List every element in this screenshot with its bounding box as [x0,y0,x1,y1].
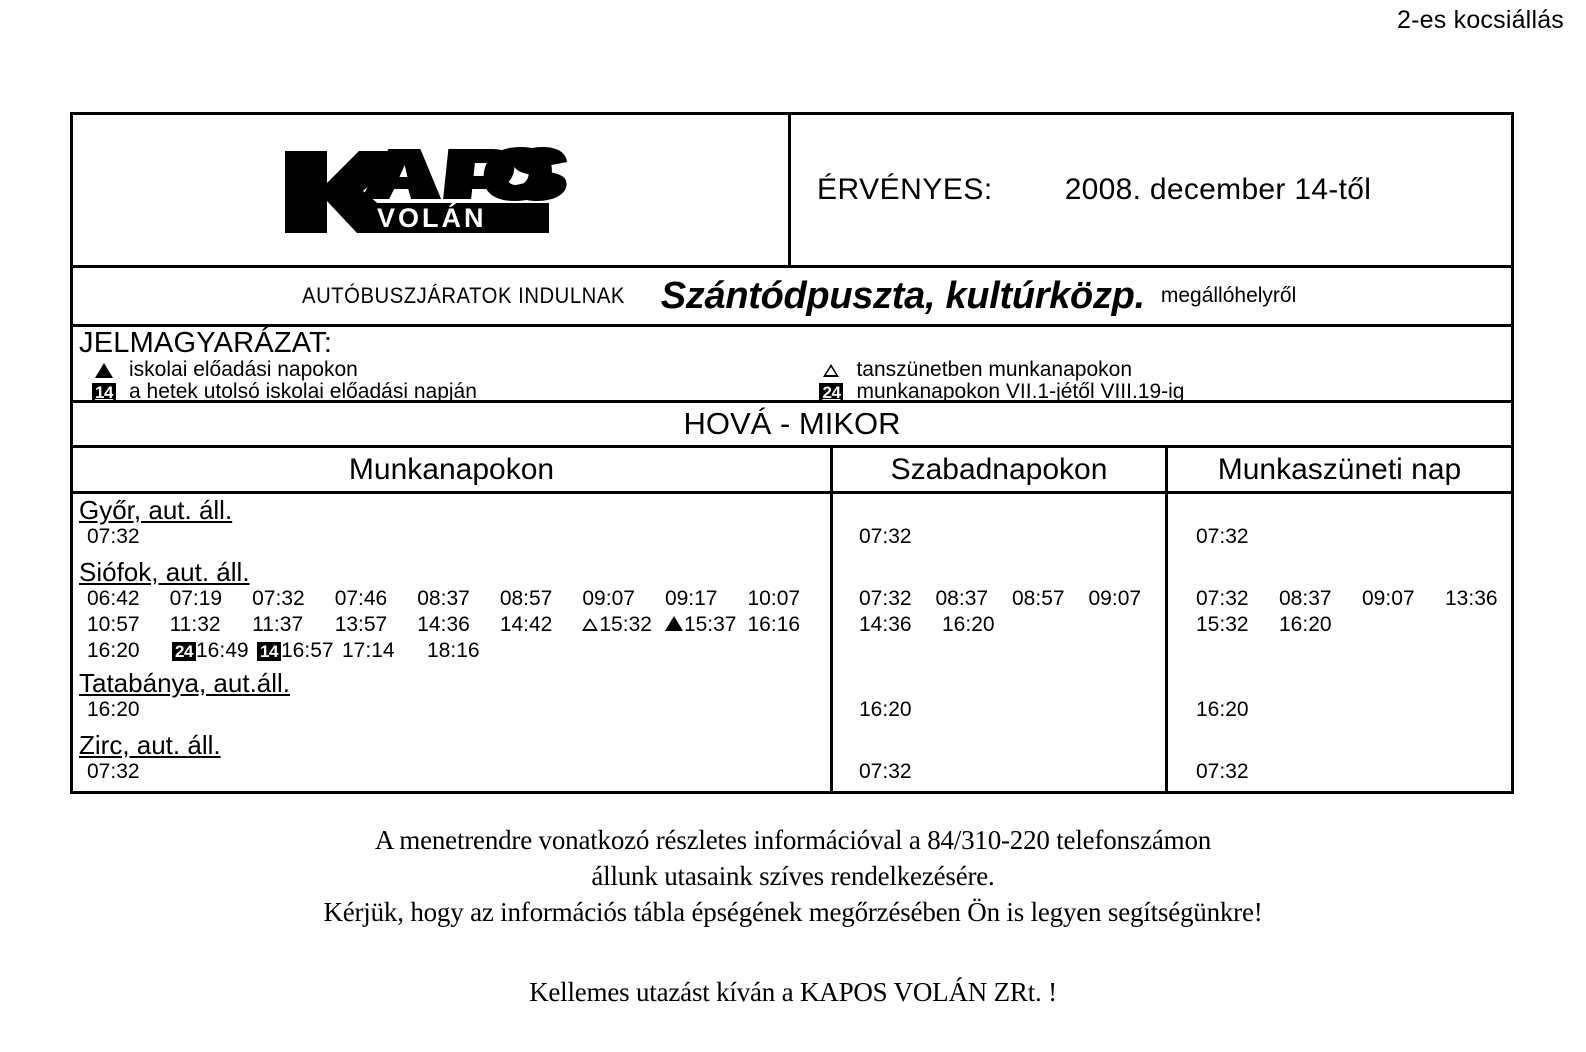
table-cell-munkanapokon [73,667,833,729]
time-line [859,586,1165,612]
departure-time: 16:20 [859,698,912,721]
time-line [859,612,1165,638]
time-line [1196,612,1528,638]
table-row [73,494,1511,556]
box-number-14-icon: 14 [257,642,281,661]
table-body [73,494,1511,791]
legend-item-label: tanszünetben munkanapokon [856,358,1133,381]
departure-time: 08:57 [499,587,553,610]
departure-time: 07:32 [859,760,912,783]
table-cell-szabadnapokon [833,556,1168,667]
legend-section [73,327,1511,403]
box-number-24-icon: 24 [172,642,196,661]
table-cell-szabadnapokon [833,494,1168,556]
departure-time: 06:42 [87,587,140,610]
departure-time: 16:20 [87,639,140,662]
triangle-filled-icon [87,363,121,378]
time-line [859,697,1165,723]
departure-time: 07:32 [859,587,912,610]
table-cell-szabadnapokon [833,729,1168,791]
legend-title: JELMAGYARÁZAT: [79,327,333,359]
departure-time: 09:17 [664,587,718,610]
table-span-header: HOVÁ - MIKOR [73,403,1511,448]
time-line [87,612,830,638]
table-row [73,667,1511,729]
departure-time: 07:32 [87,525,140,548]
departure-time: 10:07 [747,587,801,610]
departure-time: 07:32 [87,760,140,783]
time-line [87,524,830,550]
departure-time: 09:07 [582,587,635,610]
table-column-headers [73,448,1511,494]
box-number-label: 24 [819,383,843,402]
departure-time: 08:57 [1012,587,1065,610]
departure-time: 11:32 [169,613,221,636]
legend-column-left [79,359,812,403]
table-cell-munkaszuneti [1168,556,1528,667]
table-cell-munkanapokon [73,729,833,791]
validity-value: 2008. december 14-től [1064,173,1372,206]
departure-time: 07:32 [1196,525,1249,548]
departure-time: 14 16:57 [257,638,342,664]
departure-time: 15:32 [582,612,665,638]
destination-name: Győr, aut. áll. [79,495,233,525]
destination-name: Tatabánya, aut.áll. [79,668,291,698]
departure-time: 13:36 [1445,587,1498,610]
legend-item [812,359,1511,381]
time-line [87,697,830,723]
legend-item [79,359,812,381]
cell-spacer [859,731,1165,759]
footer-line: Kellemes utazást kíván a KAPOS VOLÁN ZRt. ! [529,977,1057,1007]
box-number-24-icon [814,383,848,402]
departure-time: 14:36 [417,613,470,636]
box-number-label: 14 [92,383,116,402]
departure-time: 16:20 [1279,613,1332,636]
departure-time: 16:20 [1196,698,1249,721]
time-line [1196,586,1528,612]
column-header-munkaszuneti: Munkaszüneti nap [1217,452,1462,486]
departure-time: 07:32 [1196,587,1249,610]
departure-time: 09:07 [1362,587,1415,610]
cell-spacer [859,558,1165,586]
table-cell-munkaszuneti [1168,494,1511,556]
legend-item [812,381,1511,403]
departure-time: 24 16:49 [172,638,257,664]
departure-time: 18:16 [427,639,480,662]
legend-item-label: munkanapokon VII.1-jétől VIII.19-ig [856,380,1185,403]
departure-time: 07:46 [334,587,388,610]
departure-time: 08:37 [417,587,470,610]
departures-suffix: megállóhelyről [1160,284,1297,307]
departure-time: 13:57 [334,613,388,636]
table-row [73,556,1511,667]
legend-item [79,381,812,403]
departure-time: 10:57 [87,613,140,636]
departure-time: 07:19 [169,587,223,610]
departures-prefix: AUTÓBUSZJÁRATOK INDULNAK [301,283,625,308]
stop-heading-row [73,268,1511,327]
footer-line: A menetrendre vonatkozó részletes információval a 84/310-220 telefonszámon [374,825,1212,855]
table-row [73,729,1511,791]
validity-label: ÉRVÉNYES: [817,173,993,206]
time-line [87,586,830,612]
cell-spacer [1196,731,1511,759]
triangle-filled-icon [665,612,683,638]
departure-time: 16:20 [87,698,140,721]
cell-spacer [1196,558,1528,586]
cell-spacer [859,496,1165,524]
departure-time: 16:16 [747,613,801,636]
time-line [87,638,830,664]
departure-time: 11:37 [252,613,304,636]
footer-line: Kérjük, hogy az információs tábla épségének megőrzésében Ön is legyen segítségünkre! [323,897,1263,927]
departure-time: 14:36 [859,613,912,636]
svg-text:VOLÁN: VOLÁN [376,202,486,233]
cell-spacer [859,669,1165,697]
table-cell-munkaszuneti [1168,729,1511,791]
footer-notice [0,822,1586,1010]
departure-time: 16:20 [942,613,995,636]
time-line [87,759,830,785]
box-number-14-icon [87,383,121,402]
time-line [859,759,1165,785]
table-cell-munkaszuneti [1168,667,1511,729]
departure-time: 14:42 [499,613,553,636]
time-line [1196,697,1511,723]
legend-item-label: iskolai előadási napokon [129,358,358,381]
platform-label: 2-es kocsiállás [1397,6,1564,34]
column-header-szabadnapokon: Szabadnapokon [833,448,1168,491]
legend-item-label: a hetek utolsó iskolai előadási napján [129,380,477,403]
legend-column-right [812,359,1511,403]
departure-time: 15:37 [665,612,748,638]
cell-spacer [1196,496,1511,524]
footer-line: állunk utasaink szíves rendelkezésére. [591,861,995,891]
departure-time: 08:37 [1279,587,1332,610]
departure-time: 17:14 [342,639,395,662]
table-cell-szabadnapokon [833,667,1168,729]
triangle-hollow-icon [814,364,848,377]
time-line [859,524,1165,550]
time-line [1196,759,1511,785]
departure-time: 08:37 [935,587,989,610]
logo-cell [73,115,791,265]
table-cell-munkanapokon [73,494,833,556]
destination-name: Zirc, aut. áll. [79,730,221,760]
departure-time: 09:07 [1088,587,1142,610]
validity-cell [791,115,1511,265]
departure-time: 07:32 [1196,760,1249,783]
departure-time: 07:32 [252,587,305,610]
board-header-row [73,115,1511,268]
departure-time: 07:32 [859,525,912,548]
kapos-volan-logo [281,143,581,238]
destination-name: Siófok, aut. áll. [79,557,250,587]
column-header-munkanapokon: Munkanapokon [73,448,833,491]
cell-spacer [1196,669,1511,697]
stop-name: Szántódpuszta, kultúrközp. [660,274,1145,317]
time-line [1196,524,1511,550]
table-cell-munkanapokon [73,556,833,667]
timetable-board [70,112,1514,794]
departure-time: 15:32 [1196,613,1249,636]
triangle-hollow-icon [582,612,598,638]
